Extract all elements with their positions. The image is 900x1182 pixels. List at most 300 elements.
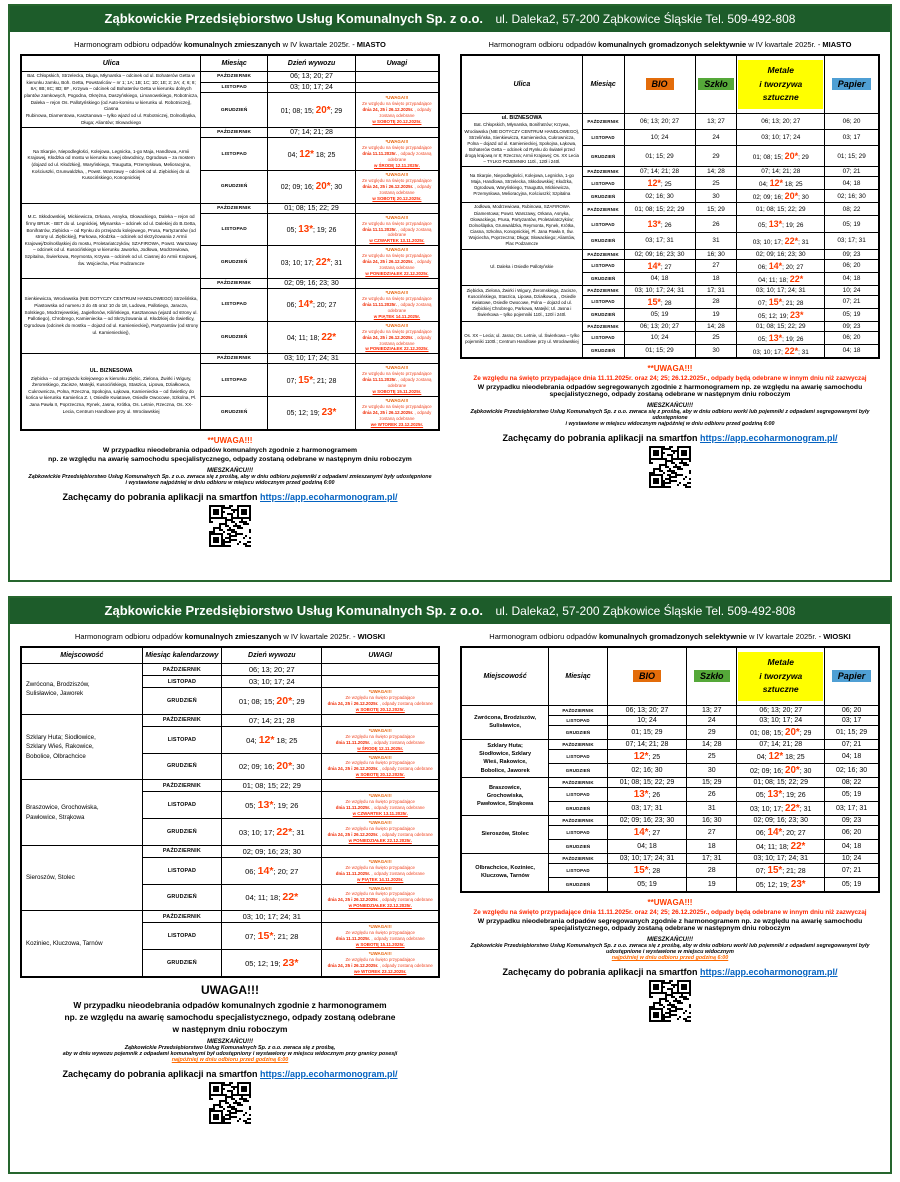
month-cell: PAŹDZIERNIK xyxy=(549,705,608,715)
company-address: ul. Daleka2, 57-200 Ząbkowice Śląskie Tel. 509-492-808 xyxy=(495,12,796,26)
ecoharmonogram-link[interactable]: https://app.ecoharmonogram.pl/ xyxy=(260,1068,398,1079)
highlighted-date: 22* xyxy=(276,825,293,838)
highlighted-date: 23* xyxy=(282,956,299,969)
footer-deadline-line: najpóźniej w dniu odbioru przed godziną 6:00 xyxy=(611,954,729,961)
ecoharmonogram-link[interactable]: https://app.ecoharmonogram.pl/ xyxy=(700,966,838,977)
footer-italic-line: Ząbkowickie Przedsiębiorstwo Usług Komunalnych Sp. z o.o. zwraca się z prośbą, xyxy=(124,1044,336,1051)
days-cell: 14*; 27 xyxy=(624,259,695,272)
days-cell: 04; 12* 18; 25 xyxy=(268,138,356,171)
highlighted-date: 12* xyxy=(299,148,314,160)
note-title: *UWAGA!!! xyxy=(368,858,392,864)
footer-bold-line: W przypadku nieodebrania odpadów komunalnych zgodnie z harmonogramem xyxy=(73,999,387,1010)
footer-resident-heading: MIESZKAŃCU!!! xyxy=(647,402,693,409)
highlighted-date: 22* xyxy=(784,235,799,246)
days-cell: 31 xyxy=(687,801,737,815)
days-cell: 02; 09; 16; 23; 30 xyxy=(222,845,322,857)
highlighted-date: 23* xyxy=(321,407,337,419)
month-cell: GRUDZIEŃ xyxy=(582,146,624,167)
highlighted-date: 14* xyxy=(298,299,314,311)
fraction-metale-tworzywa-sztuczne-label: Metale i tworzywa sztuczne xyxy=(738,652,823,701)
days-cell: 04; 11; 18; 22* xyxy=(268,321,356,354)
panel-wioski xyxy=(8,596,892,1174)
month-cell: GRUDZIEŃ xyxy=(582,308,624,321)
month-cell: LISTOPAD xyxy=(142,857,221,884)
days-cell: 07; 14; 21; 28 xyxy=(607,739,686,749)
area-title: ul. BIZNESOWA xyxy=(501,114,543,121)
days-cell: 06; 13; 20; 27 xyxy=(607,705,686,715)
days-cell: 18 xyxy=(695,272,737,285)
month-cell: GRUDZIEŃ xyxy=(142,950,221,977)
days-cell: 06; 13; 20; 27 xyxy=(222,664,322,676)
days-cell: 07; 15*; 21; 28 xyxy=(737,863,825,877)
header-row xyxy=(21,55,439,72)
days-cell: 03; 10; 17; 22*; 31 xyxy=(268,246,356,279)
note-line: Ze względu na święto przypadające xyxy=(362,253,432,259)
month-cell: PAŹDZIERNIK xyxy=(582,167,624,177)
area-cell: Koziniec, Kluczowa, Tarnów xyxy=(21,911,142,977)
days-cell: 06; 20 xyxy=(825,259,879,272)
days-cell: 04; 18 xyxy=(825,749,879,763)
month-cell: LISTOPAD xyxy=(582,259,624,272)
table-row xyxy=(461,203,879,216)
days-cell: 16; 30 xyxy=(695,249,737,259)
days-cell: 03; 10; 17; 24; 31 xyxy=(222,911,322,923)
note-new-date: w PIĄTEK 14.11.2025r. xyxy=(357,876,404,882)
area-cell: Os. XX – Lecia; ul. Jasna; Os. Letnie, ul. Świerkowa – tylko pojemniki 1100l.; Centrum Handlowe przy ul. Wrocławskiej xyxy=(461,321,582,358)
month-cell: LISTOPAD xyxy=(582,216,624,233)
days-cell: 07; 15*; 21; 28 xyxy=(268,364,356,397)
note-cell xyxy=(355,82,439,93)
note-title: *UWAGA!!! xyxy=(368,793,392,799)
days-cell: 06; 13; 20; 27 xyxy=(737,113,825,129)
footer-deadline-line: najpóźniej w dniu odbioru przed godziną 6:00 xyxy=(171,1056,289,1063)
days-cell: 18 xyxy=(687,839,737,853)
table-subtitle: Harmonogram odbioru odpadów komunalnych gromadzonych selektywnie w IV kwartale 2025r. - WIOSKI xyxy=(489,632,851,641)
fraction-header xyxy=(624,55,695,113)
fraction-header xyxy=(695,55,737,113)
days-cell: 13*; 26 xyxy=(607,787,686,801)
month-cell: GRUDZIEŃ xyxy=(142,884,221,911)
note-cell xyxy=(355,364,439,397)
footer-holiday-notice: Ze względu na święto przypadające dnia 11.11.2025r. oraz 24; 25; 26.12.2025r., odpady będą odebrane w innym dniu niż zazwyczaj xyxy=(473,908,867,916)
note-new-date: w SOBOTĘ 20.12.2025r. xyxy=(372,195,422,201)
note-new-date: w PONIEDZIAŁEK 22.12.2025r. xyxy=(348,903,412,909)
days-cell: 02; 09; 16; 20*; 30 xyxy=(268,170,356,203)
highlighted-date: 20* xyxy=(784,151,799,162)
days-cell: 02; 16; 30 xyxy=(624,190,695,203)
days-cell: 04; 18 xyxy=(607,839,686,853)
note-cell xyxy=(322,950,439,977)
panel-wioski-content xyxy=(10,624,890,1128)
footer-warning: UWAGA!!! xyxy=(201,982,259,997)
note-title: *UWAGA!!! xyxy=(368,689,392,694)
highlighted-date: 13* xyxy=(768,332,783,343)
note-cell xyxy=(322,845,439,857)
month-cell: GRUDZIEŃ xyxy=(142,819,221,846)
month-cell: GRUDZIEŃ xyxy=(201,93,268,128)
days-cell: 03; 17; 31 xyxy=(825,801,879,815)
highlighted-date: 20* xyxy=(276,694,293,707)
days-cell: 05; 13*; 19; 26 xyxy=(737,216,825,233)
note-title: *UWAGA!!! xyxy=(368,885,392,891)
table-row xyxy=(461,777,879,787)
days-cell: 06; 14*; 20; 27 xyxy=(737,259,825,272)
highlighted-date: 13* xyxy=(298,223,314,235)
panel-miasto xyxy=(8,4,892,582)
note-title: *UWAGA!!! xyxy=(385,365,409,371)
company-address: ul. Daleka2, 57-200 Ząbkowice Śląskie Tel. 509-492-808 xyxy=(495,604,796,618)
month-cell: PAŹDZIERNIK xyxy=(549,853,608,863)
note-new-date: w SOBOTĘ 20.12.2025r. xyxy=(372,119,422,125)
note-line: dnia 11.11.2025r. , odpady zostaną odebrane xyxy=(362,377,432,389)
note-line: Ze względu na święto przypadające xyxy=(362,371,432,377)
days-cell: 04; 11; 18; 22* xyxy=(737,839,825,853)
mixed-waste-schedule-table xyxy=(20,646,440,978)
month-cell: GRUDZIEŃ xyxy=(549,725,608,739)
days-cell: 02; 09; 16; 23; 30 xyxy=(607,815,686,825)
table-subtitle: Harmonogram odbioru odpadów komunalnych gromadzonych selektywnie w IV kwartale 2025r. - MIASTO xyxy=(488,40,852,49)
days-cell: 04; 11; 18; 22* xyxy=(222,884,322,911)
days-cell: 02; 09; 16; 23; 30 xyxy=(737,815,825,825)
days-cell: 06; 20 xyxy=(825,705,879,715)
month-cell: PAŹDZIERNIK xyxy=(201,279,268,289)
days-cell: 03; 10; 17; 24 xyxy=(222,676,322,688)
note-cell xyxy=(355,128,439,138)
days-cell: 05; 13*; 19; 26 xyxy=(737,331,825,344)
days-cell: 05; 12; 19; 23* xyxy=(268,397,356,430)
month-cell: PAŹDZIERNIK xyxy=(142,664,221,676)
days-cell: 01; 08; 15; 22; 29 xyxy=(737,777,825,787)
column-header: Miejscowość xyxy=(461,647,549,705)
days-cell: 03; 17 xyxy=(825,130,879,146)
days-cell: 09; 23 xyxy=(825,321,879,331)
area-cell: Braszowice, Grochowiska, Pawłowice, Strąkowa xyxy=(21,780,142,846)
days-cell: 04; 18 xyxy=(825,839,879,853)
highlighted-date: 13* xyxy=(633,788,649,800)
days-cell: 12*; 25 xyxy=(607,749,686,763)
month-cell: GRUDZIEŃ xyxy=(142,688,221,715)
footer-bold-line: np. ze względu na awarię samochodu specjalistycznego, odpady zostaną odebrane xyxy=(64,1011,396,1022)
highlighted-date: 14* xyxy=(767,826,783,838)
days-cell: 01; 08; 15; 22; 29 xyxy=(737,321,825,331)
days-cell: 01; 08; 15; 22; 29 xyxy=(737,203,825,216)
days-cell: 04; 18 xyxy=(825,344,879,358)
note-cell xyxy=(355,93,439,128)
days-cell: 03; 10; 17; 24 xyxy=(268,82,356,93)
days-cell: 02; 09; 16; 20*; 30 xyxy=(737,190,825,203)
note-line: dnia 24, 25 i 26.12.2025r. , odpady zostaną odebrane xyxy=(362,334,432,346)
days-cell: 24 xyxy=(687,715,737,725)
fraction-papier-label: Papier xyxy=(832,670,872,682)
highlighted-date: 23* xyxy=(790,878,806,890)
days-cell: 01; 15; 29 xyxy=(825,146,879,167)
note-cell xyxy=(322,857,439,884)
month-cell: GRUDZIEŃ xyxy=(582,232,624,249)
highlighted-date: 23* xyxy=(790,309,804,320)
highlighted-date: 20* xyxy=(276,760,293,773)
days-cell: 03; 10; 17; 22*; 31 xyxy=(737,232,825,249)
days-cell: 02; 16; 30 xyxy=(607,763,686,777)
footer-resident-heading: MIESZKAŃCU!!! xyxy=(647,936,693,943)
days-cell: 06; 13; 20; 27 xyxy=(268,72,356,83)
days-cell: 07; 14; 21; 28 xyxy=(222,714,322,726)
footer-warning: **UWAGA!!! xyxy=(647,363,693,373)
days-cell: 09; 23 xyxy=(825,249,879,259)
days-cell: 10; 24 xyxy=(607,715,686,725)
days-cell: 06; 13; 20; 27 xyxy=(624,321,695,331)
column-header: Miejscowość xyxy=(21,647,142,664)
note-line: dnia 11.11.2025r. , odpady zostaną odebrane xyxy=(362,226,432,238)
days-cell: 04; 11; 18; 22* xyxy=(737,272,825,285)
days-cell: 01; 08; 15; 20*; 29 xyxy=(737,146,825,167)
highlighted-date: 20* xyxy=(785,726,800,738)
ecoharmonogram-link[interactable]: https://app.ecoharmonogram.pl/ xyxy=(700,432,838,443)
days-cell: 24 xyxy=(695,130,737,146)
days-cell: 07; 14; 21; 28 xyxy=(737,739,825,749)
table-row xyxy=(461,249,879,259)
fraction-metale-tworzywa-sztuczne-label: Metale i tworzywa sztuczne xyxy=(738,60,823,109)
note-cell xyxy=(355,397,439,430)
days-cell: 03; 10; 17; 24; 31 xyxy=(737,285,825,295)
days-cell: 06; 20 xyxy=(825,113,879,129)
fraction-header xyxy=(737,647,825,705)
days-cell: 02; 09; 16; 20*; 30 xyxy=(737,763,825,777)
footer-app-line: Zachęcamy do pobrania aplikacji na smartfon https://app.ecoharmonogram.pl/ xyxy=(502,432,838,443)
month-cell: GRUDZIEŃ xyxy=(549,763,608,777)
month-cell: LISTOPAD xyxy=(549,715,608,725)
note-line: dnia 11.11.2025r. , odpady zostaną odebrane xyxy=(335,870,425,876)
month-cell: LISTOPAD xyxy=(142,923,221,950)
days-cell: 05; 19 xyxy=(607,877,686,892)
days-cell: 03; 17; 31 xyxy=(607,801,686,815)
note-new-date: w PONIEDZIAŁEK 22.12.2025r. xyxy=(365,346,429,352)
footer-italic-line: Ząbkowickie Przedsiębiorstwo Usług Komunalnych Sp. z o.o. zwraca się z prośbą, aby w dniu odbioru pojemniki z odpadami zmieszanymi były udostępnione xyxy=(28,473,432,480)
highlighted-date: 20* xyxy=(315,181,331,193)
fraction-papier-label: Papier xyxy=(832,78,872,90)
month-cell: PAŹDZIERNIK xyxy=(201,72,268,83)
area-cell: Na Skarpie, Niepodległości, Kolejowa, Legnicka, 1-go Maja, Handlowa, Armii Krajowej, Kłodzka od mostu w kierunku nowej obwodnicy, Ogrodowa – za mostem (dojazd od ul. Kłodzkiej), Waryńskiego, Traugutta, Przemysłowa, Melioracyjna, Kościuszki, Grunwaldzka, , Powst. Warszawy – odcinek od ul. Ziębickiej do ul. Kusocińskiego, Konopnickiej xyxy=(21,128,201,203)
note-line: Ze względu na święto przypadające xyxy=(345,825,415,831)
selective-waste-schedule-table xyxy=(460,54,880,359)
days-cell: 01; 15; 29 xyxy=(624,146,695,167)
fraction-bio-label: BIO xyxy=(646,78,674,90)
days-cell: 01; 08; 15; 22; 29 xyxy=(222,780,322,792)
fraction-szklo-label: Szkło xyxy=(698,78,734,90)
month-cell: LISTOPAD xyxy=(582,130,624,146)
section-wioski-selektywne xyxy=(450,624,890,1128)
note-line: Ze względu na święto przypadające xyxy=(345,733,415,739)
table-row xyxy=(461,167,879,177)
table-row xyxy=(461,739,879,749)
month-cell: GRUDZIEŃ xyxy=(549,877,608,892)
days-cell: 03; 10; 17; 24; 31 xyxy=(624,285,695,295)
month-cell: LISTOPAD xyxy=(142,792,221,819)
note-new-date: w ŚRODĘ 12.11.2025r. xyxy=(373,163,420,168)
column-header: Ulica xyxy=(21,55,201,72)
note-cell xyxy=(322,911,439,923)
table-row xyxy=(461,321,879,331)
table-row xyxy=(461,705,879,715)
area-cell: M.C. Skłodowskiej, Mickiewicza, Orkana, Asnyka, Głowackiego, Daleka – rejon od firmy BRUK - BET do ul. Legnickiej, Młynarska – odcinek od ul. Dalekiej do B.Getta, Bonifratrów, Ziębicka – od Rynku do przejazdu kolejowego, Prusa, Partyzantów (od strony ul. Ziębickiej), Parkowa, Kłodzka – odcinek od skrzyżowania z Armii Krajowej/Dolnośląskiej do mostu, Proletariatczyków, SZAFIROWA, Powst. Warszawy – odcinek od ul. Kusocińskiego w kierunku Jaworka, Jodłowa, Modrzewiowa, Szpitalna, Świerkowa, Reymonta, Krzywa – odcinek od ul. Ciasnej do Armii Krajowej, Św. Wojciecha, Plac Podzamcze xyxy=(21,203,201,278)
days-cell: 10; 24 xyxy=(825,285,879,295)
days-cell: 30 xyxy=(695,344,737,358)
ecoharmonogram-link[interactable]: https://app.ecoharmonogram.pl/ xyxy=(260,491,398,502)
days-cell: 28 xyxy=(687,863,737,877)
days-cell: 29 xyxy=(695,146,737,167)
table-row xyxy=(21,911,439,923)
days-cell: 04; 18 xyxy=(825,272,879,285)
fraction-szklo-label: Szkło xyxy=(694,670,730,682)
footer-bold-line: np. ze względu na awarię samochodu specjalistycznego, odpady zostaną odebrane w następnym dniu roboczym xyxy=(48,455,412,463)
footer-italic-line: Ząbkowickie Przedsiębiorstwo Usług Komunalnych Sp. z o.o. zwraca się z prośbą, aby w dniu odbioru worki lub pojemniki z odpadami segregowanymi były udostępnione i wystawione w miejscu widocznym xyxy=(470,942,870,955)
days-cell: 01; 08; 15; 22; 29 xyxy=(607,777,686,787)
note-line: dnia 24, 25 i 26.12.2025r. , odpady zostaną odebrane xyxy=(362,183,432,195)
month-cell: LISTOPAD xyxy=(201,82,268,93)
highlighted-date: 20* xyxy=(785,764,800,776)
table-row xyxy=(461,113,879,129)
area-cell: Na Skarpie, Niepodległości, Kolejowa, Legnicka, 1-go Maja, Handlowa, Strzelecka, Skłodowskiej; Kłodzka, Ogrodowa, Waryńskiego, Traugutta, Mickiewicza, Przemysłowa, Melioracyjna, Kościuszki; Szpitalna xyxy=(461,167,582,203)
days-cell: 10; 24 xyxy=(825,853,879,863)
footer-italic-line: i wystawione w miejscu widocznym najpóźniej w dniu odbioru przed godziną 6:00 xyxy=(565,420,775,427)
area-cell: ul. BIZNESOWA Bat. Chłopskich, Młynarska, Bonifratrów; Krzywa, Wrocławska (NIE DOTYCZY CENTRUM HANDLOWEGO), Strzelińska, Sienkiewicza, Kamieniecka, Cukrownicza, Polna – dojazd od ul. Kamienieckiej, Spokojna, Łąkowa, Bohaterów Getta – odcinek od Rynku do świateł przed drogą krajową nr 8; Rzeczna; Armii Krajowej; Os. XX Lecia – TYLKO POJEMNIKI 110l., 120l i 240l. xyxy=(461,113,582,167)
days-cell: 05; 19 xyxy=(825,216,879,233)
note-cell xyxy=(322,792,439,819)
note-line: dnia 24, 25 i 26.12.2025r. , odpady zostaną odebrane xyxy=(362,107,432,119)
days-cell: 01; 08; 15; 22; 29 xyxy=(624,203,695,216)
column-header: Uwagi xyxy=(355,55,439,72)
note-new-date: w SOBOTĘ 20.12.2025r. xyxy=(355,772,405,778)
company-header xyxy=(10,6,890,32)
days-cell: 30 xyxy=(687,763,737,777)
days-cell: 27 xyxy=(687,825,737,839)
note-new-date: w SOBOTĘ 15.11.2025r. xyxy=(355,942,405,948)
days-cell: 02; 09; 16; 23; 30 xyxy=(624,249,695,259)
section-wioski-zmieszane xyxy=(10,624,450,1128)
note-cell xyxy=(322,714,439,726)
month-cell: PAŹDZIERNIK xyxy=(582,203,624,216)
days-cell: 01; 15; 29 xyxy=(624,344,695,358)
footer-italic-line: i wystawione najpóźniej w dniu odbioru w miejscu widocznym przed godziną 6:00 xyxy=(125,479,335,486)
area-cell: Ul. Daleka i Osiedle Pallotyńskie xyxy=(461,249,582,285)
days-cell: 02; 16; 30 xyxy=(825,190,879,203)
highlighted-date: 12* xyxy=(647,178,661,189)
days-cell: 08; 22 xyxy=(825,203,879,216)
days-cell: 06; 20 xyxy=(825,331,879,344)
days-cell: 05; 19 xyxy=(624,308,695,321)
highlighted-date: 14* xyxy=(647,260,661,271)
month-cell: GRUDZIEŃ xyxy=(549,839,608,853)
days-cell: 31 xyxy=(695,232,737,249)
note-new-date: we WTOREK 23.12.2025r. xyxy=(354,968,407,974)
month-cell: LISTOPAD xyxy=(582,295,624,308)
days-cell: 25 xyxy=(695,331,737,344)
footer-italic-line: Ząbkowickie Przedsiębiorstwo Usług Komunalnych Sp. z o.o. zwraca się z prośbą, aby w dniu odbioru worki lub pojemniki z odpadami segregowanymi były udostępnione xyxy=(470,408,870,421)
days-cell: 02; 16; 30 xyxy=(825,763,879,777)
qr-code xyxy=(649,446,691,488)
days-cell: 01; 08; 15; 20*; 29 xyxy=(222,688,322,715)
area-cell: Ziębicka, Zielona, Żwirki i Wigury, Żeromskiego, Zacisze, Kusocińskiego, Staszica, Lipowa, Działkowca, , Osiedle Kwiatowe, Osiedle Owocowe, Polna – dojazd od ul. Ziębickiej Chrobrego, Parkowa, Matejki; Ul. Jasna i Świerkowa – tylko pojemniki 110l., 120l i 240l. xyxy=(461,285,582,321)
note-line: Ze względu na święto przypadające xyxy=(345,930,415,936)
days-cell: 07; 15*; 21; 28 xyxy=(737,295,825,308)
month-cell: LISTOPAD xyxy=(201,364,268,397)
highlighted-date: 13* xyxy=(768,219,783,230)
area-cell: Szklary Huta; Siodłowice, Szklary Wieś, Rakowice, Bobolice, Olbrachcice xyxy=(21,714,142,780)
qr-code xyxy=(209,505,251,547)
note-line: dnia 11.11.2025r. , odpady zostaną odebrane xyxy=(335,805,425,811)
area-cell: Sieroszów, Stolec xyxy=(461,815,549,853)
footer-italic-line: aby w dniu wywozu pojemnik z odpadami komunalnymi był udostępniony i wystawiony w miejscu widocznym przy granicy posesji xyxy=(62,1050,398,1057)
section-miasto-selektywne xyxy=(450,32,890,551)
highlighted-date: 14* xyxy=(633,826,649,838)
note-new-date: w SOBOTĘ 15.11.2025r. xyxy=(372,389,422,395)
days-cell: 15; 29 xyxy=(687,777,737,787)
days-cell: 05; 12; 19; 23* xyxy=(222,950,322,977)
note-new-date: w CZWARTEK 13.11.2025r. xyxy=(369,238,425,244)
panel-miasto-content xyxy=(10,32,890,551)
days-cell: 07; 14; 21; 28 xyxy=(737,167,825,177)
days-cell: 03; 10; 17; 24; 31 xyxy=(268,354,356,364)
days-cell: 03; 10; 17; 22*; 31 xyxy=(737,801,825,815)
days-cell: 06; 13; 20; 27 xyxy=(737,705,825,715)
month-cell: GRUDZIEŃ xyxy=(142,753,221,780)
company-name: Ząbkowickie Przedsiębiorstwo Usług Komunalnych Sp. z o.o. xyxy=(104,11,484,26)
column-header: Miesiąc xyxy=(582,55,624,113)
days-cell: 01; 08; 15; 20*; 29 xyxy=(268,93,356,128)
mixed-waste-schedule-table xyxy=(20,54,440,431)
highlighted-date: 22* xyxy=(784,345,799,356)
days-cell: 06; 20 xyxy=(825,825,879,839)
month-cell: GRUDZIEŃ xyxy=(582,190,624,203)
footer-bold-line: W przypadku nieodebrania odpadów segregowanych zgodnie z harmonogramem np. ze względu na awarię samochodu specjalistycznego, odpady zostaną odebrane w następnym dniu roboczym xyxy=(477,383,863,398)
note-cell xyxy=(355,354,439,364)
days-cell: 01; 08; 15; 20*; 29 xyxy=(737,725,825,739)
month-cell: PAŹDZIERNIK xyxy=(549,815,608,825)
section-footer xyxy=(460,364,880,488)
area-cell: Bat. Chłopskich, Strzelecka, Długa, Młynarska – odcinek od ul. Bohaterów Getta w kierunku zamku, Boh. Getta, Powstańców – nr 1; 1A; 1B; 1C; 1D; 1E; 2; 2A; 4; 6; 8; 8A; 8B; 8C; 8D; 8F , Krzywa – odcinek od Bohaterów Getta w kierunku dolnych plantów zamkowych, Pogodna, Okrężna, Daszyńskiego, Limanowskiego, Robotnicza, Daleka – rejon Os. Pallotyńskiego (od Auto-komisu w kierunku ul. Robotniczej), Ciasna Rubinowa, Diamentowa, Kasztanowa – tylko wjazd od ul. Robotniczej, Dolnośląska, Długa; Aliantów; Słowackiego xyxy=(21,72,201,128)
note-cell xyxy=(322,753,439,780)
table-row xyxy=(21,845,439,857)
column-header: UWAGI xyxy=(322,647,439,664)
highlighted-date: 22* xyxy=(315,256,331,268)
days-cell: 03; 17 xyxy=(825,715,879,725)
table-row xyxy=(21,279,439,289)
days-cell: 02; 09; 16; 23; 30 xyxy=(268,279,356,289)
days-cell: 15*; 28 xyxy=(624,295,695,308)
month-cell: LISTOPAD xyxy=(549,825,608,839)
note-line: Ze względu na święto przypadające xyxy=(345,760,415,766)
note-line: dnia 11.11.2025r. , odpady zostaną odebrane xyxy=(335,936,425,942)
month-cell: LISTOPAD xyxy=(201,138,268,171)
highlighted-date: 15* xyxy=(633,864,649,876)
days-cell: 05; 19 xyxy=(825,787,879,801)
company-header xyxy=(10,598,890,624)
note-line: Ze względu na święto przypadające xyxy=(345,694,415,700)
note-title: *UWAGA!!! xyxy=(385,95,409,101)
note-cell xyxy=(322,688,439,715)
days-cell: 03; 17; 31 xyxy=(624,232,695,249)
table-row xyxy=(21,780,439,792)
month-cell: GRUDZIEŃ xyxy=(549,801,608,815)
days-cell: 13*; 26 xyxy=(624,216,695,233)
note-line: Ze względu na święto przypadające xyxy=(362,220,432,226)
note-title: *UWAGA!!! xyxy=(368,727,392,733)
days-cell: 05; 12; 19; 23* xyxy=(737,877,825,892)
note-title: *UWAGA!!! xyxy=(368,951,392,956)
month-cell: PAŹDZIERNIK xyxy=(582,285,624,295)
area-cell: Sieroszów, Stolec xyxy=(21,845,142,911)
footer-bold-line: w następnym dniu roboczym xyxy=(172,1023,288,1034)
days-cell: 03; 10; 17; 22*; 31 xyxy=(222,819,322,846)
